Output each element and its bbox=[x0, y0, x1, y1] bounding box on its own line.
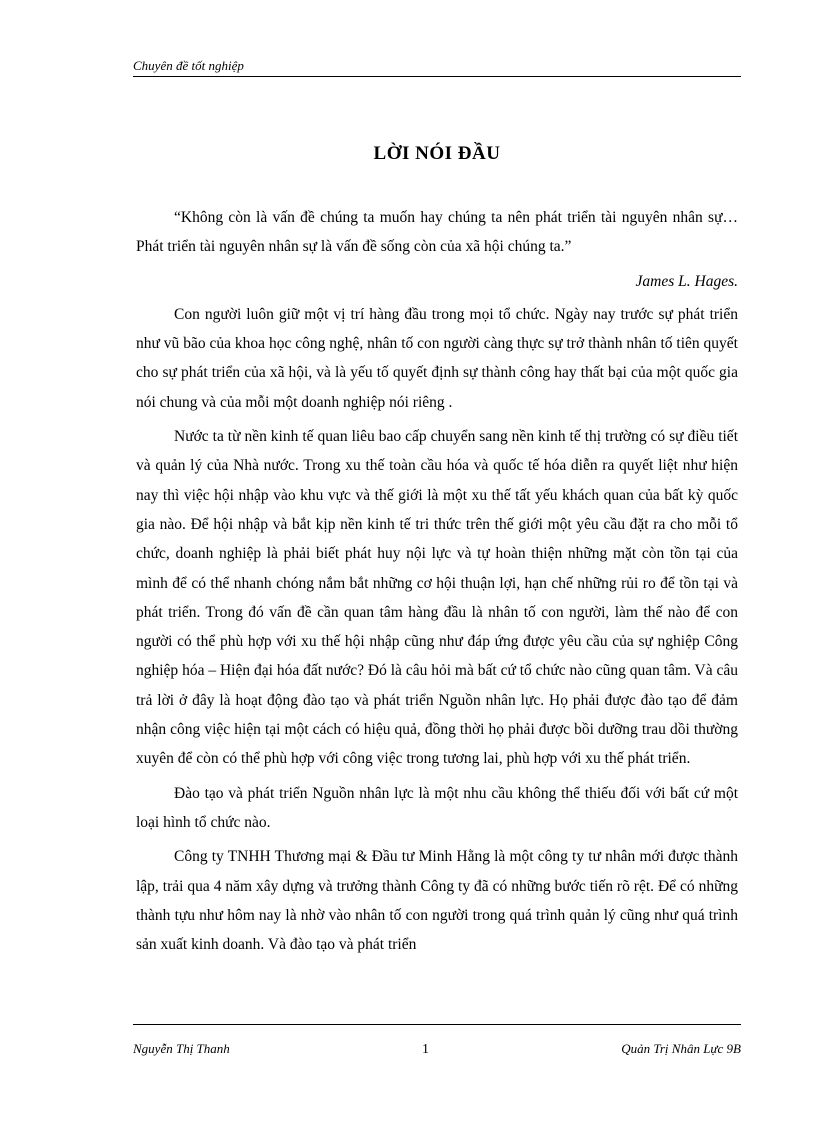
footer-author: Nguyễn Thị Thanh bbox=[133, 1041, 230, 1056]
paragraph: Con người luôn giữ một vị trí hàng đầu trong mọi tổ chức. Ngày nay trước sự phát triển như vũ bão của khoa học công nghệ, nhân tố con người càng thực sự trở thành nhân tố tiên quyết cho sự phát triển của xã hội, và là yếu tố quyết định sự thành công hay thất bại của một quốc gia nói chung và của mỗi một doanh nghiệp nói riêng . bbox=[136, 305, 738, 411]
footer-class: Quản Trị Nhân Lực 9B bbox=[621, 1041, 741, 1056]
page-footer bbox=[133, 1024, 741, 1058]
page-header bbox=[133, 58, 741, 77]
header-title: Chuyên đề tốt nghiệp bbox=[133, 58, 244, 73]
paragraph: Nước ta từ nền kinh tế quan liêu bao cấp chuyển sang nền kinh tế thị trường có sự điều tiết và quản lý của Nhà nước. Trong xu thế toàn cầu hóa và quốc tế hóa diễn ra quyết liệt như hiện nay thì việc hội nhập vào khu vực và thế giới là một xu thế tất yếu khách quan của bất kỳ quốc gia nào. Để hội nhập và bắt kịp nền kinh tế tri thức trên thế giới một yêu cầu đặt ra cho mỗi tổ chức, doanh nghiệp là phải biết phát huy nội lực và tự hoàn thiện những mặt còn tồn tại của mình để có thể nhanh chóng nắm bắt những cơ hội thuận lợi, hạn chế những rủi ro để tồn tại và phát triển. Trong đó vấn đề cần quan tâm hàng đầu là nhân tố con người, làm thế nào để con người có thể phù hợp với xu thế hội nhập cũng như đáp ứng được yêu cầu của sự nghiệp Công nghiệp hóa – Hiện đại hóa đất nước? Đó là câu hỏi mà bất cứ tổ chức nào cũng quan tâm. Và câu trả lời ở đây là hoạt động đào tạo và phát triển Nguồn nhân lực. Họ phải được đào tạo để đảm nhận công việc hiện tại một cách có hiệu quả, đồng thời họ phải được bồi dưỡng trau dồi thường xuyên để còn có thể phù hợp với công việc trong tương lai, phù hợp với xu thế phát triển. bbox=[136, 428, 738, 768]
quote-text: “Không còn là vấn đề chúng ta muốn hay chúng ta nên phát triển tài nguyên nhân sự… Phát triển tài nguyên nhân sự là vấn đề sống còn của xã hội chúng ta.” bbox=[136, 209, 738, 256]
page-number: 1 bbox=[422, 1042, 429, 1057]
body-content bbox=[136, 203, 738, 964]
paragraph: Đào tạo và phát triển Nguồn nhân lực là một nhu cầu không thể thiếu đối với bất cứ một loại hình tổ chức nào. bbox=[136, 784, 738, 831]
quote-author: James L. Hages. bbox=[635, 272, 738, 290]
paragraph: Công ty TNHH Thương mại & Đầu tư Minh Hằng là một công ty tư nhân mới được thành lập, trải qua 4 năm xây dựng và trưởng thành Công ty đã có những bước tiến rõ rệt. Để có những thành tựu như hôm nay là nhờ vào nhân tố con người trong quá trình quản lý cũng như quá trình sản xuất kinh doanh. Và đào tạo và phát triển bbox=[136, 848, 738, 954]
page-title: LỜI NÓI ĐẦU bbox=[373, 143, 501, 164]
